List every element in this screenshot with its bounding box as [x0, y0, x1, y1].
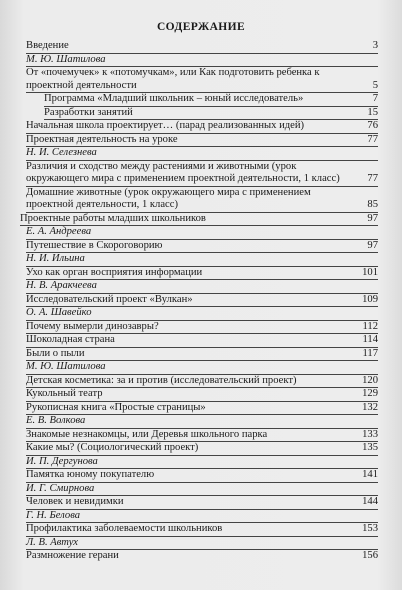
toc-entry[interactable] — [20, 213, 378, 227]
toc-author: Г. Н. Белова — [26, 510, 378, 524]
toc-entry-title: Разработки занятий — [44, 106, 133, 118]
toc-entry[interactable] — [26, 267, 378, 281]
toc-entry-title: Рукописная книга «Простые страницы» — [26, 401, 206, 413]
toc-author: Е. В. Волкова — [26, 415, 378, 429]
toc-entry[interactable] — [26, 40, 378, 54]
toc-entry[interactable] — [26, 348, 378, 362]
toc-entry-page-number: 77 — [367, 173, 378, 184]
toc-entry-page-number: 129 — [362, 388, 378, 399]
toc-entry-page-number: 101 — [362, 266, 378, 278]
toc-entry-title: Детская косметика: за и против (исследовательский проект) — [26, 374, 297, 386]
toc-entry[interactable] — [44, 93, 378, 107]
toc-entry[interactable] — [26, 550, 378, 563]
toc-entry-page-number: 77 — [367, 133, 378, 145]
toc-entry-title: Размножение герани — [26, 550, 119, 561]
toc-entry-title: Проектная деятельность на уроке — [26, 133, 178, 145]
toc-entry-title: Домашние животные (урок окружающего мира с применением проектной деятельности, 1 класс) — [26, 186, 311, 210]
toc-entry-title: От «почемучек» к «потомучкам», или Как подготовить ребенка к проектной деятельности — [26, 67, 320, 91]
toc-entry[interactable] — [26, 469, 378, 483]
toc-entry[interactable] — [26, 429, 378, 443]
toc-entry-page-number: 3 — [372, 40, 378, 51]
toc-entry-title: Введение — [26, 40, 69, 51]
toc-entry[interactable] — [26, 240, 378, 254]
toc-entry[interactable] — [44, 107, 378, 121]
toc-entry-page-number: 153 — [362, 523, 378, 534]
toc-entry-title: Проектные работы младших школьников — [20, 212, 206, 224]
toc-entry[interactable] — [26, 496, 378, 510]
toc-author: Н. И. Селезнева — [26, 147, 378, 161]
toc-entry-page-number: 76 — [367, 120, 378, 131]
toc-entry-page-number: 117 — [362, 347, 378, 359]
toc-entry-title: Исследовательский проект «Вулкан» — [26, 293, 193, 305]
toc-entry[interactable] — [26, 294, 378, 308]
toc-entry-page-number: 97 — [367, 239, 378, 251]
toc-entry[interactable] — [26, 187, 378, 213]
toc-author: Н. И. Ильина — [26, 253, 378, 267]
toc-entry-page-number: 109 — [362, 293, 378, 305]
toc-entry-page-number: 7 — [372, 93, 378, 104]
toc-entry-title: Начальная школа проектирует… (парад реализованных идей) — [26, 120, 305, 131]
toc-author: И. Г. Смирнова — [26, 483, 378, 497]
toc-entry[interactable] — [26, 523, 378, 537]
toc-entry[interactable] — [26, 375, 378, 389]
toc-entry-page-number: 85 — [367, 199, 378, 210]
toc-entry[interactable] — [26, 321, 378, 335]
toc-author: Н. В. Аракчеева — [26, 280, 378, 294]
toc-entry[interactable] — [26, 134, 378, 148]
toc-entry[interactable] — [26, 161, 378, 187]
toc-author: И. П. Дергунова — [26, 456, 378, 470]
toc-entry-title: Ухо как орган восприятия информации — [26, 266, 203, 278]
toc-entry-title: Профилактика заболеваемости школьников — [26, 523, 223, 534]
toc-author: Л. В. Автух — [26, 537, 378, 551]
table-of-contents — [20, 40, 378, 563]
toc-entry-title: Путешествие в Скороговорию — [26, 239, 163, 251]
toc-entry-page-number: 112 — [362, 320, 378, 332]
toc-entry-title: Кукольный театр — [26, 388, 103, 399]
toc-entry-page-number: 5 — [372, 79, 378, 91]
toc-author: Е. А. Андреева — [26, 226, 378, 240]
toc-entry[interactable] — [26, 442, 378, 456]
toc-entry-title: Памятка юному покупателю — [26, 469, 155, 480]
toc-entry-page-number: 114 — [362, 334, 378, 345]
toc-author: М. Ю. Шатилова — [26, 361, 378, 375]
toc-entry[interactable] — [26, 388, 378, 402]
page-title: СОДЕРЖАНИЕ — [156, 21, 246, 33]
toc-entry-title: Почему вымерли динозавры? — [26, 320, 159, 332]
toc-entry-page-number: 97 — [367, 212, 378, 224]
toc-author: О. А. Шавейко — [26, 307, 378, 321]
toc-entry-title: Различия и сходство между растениями и животными (урок окружающего мира с применением проектной деятельности, 1 класс) — [26, 160, 340, 184]
toc-entry-title: Знакомые незнакомцы, или Деревья школьного парка — [26, 428, 268, 440]
toc-entry-page-number: 156 — [362, 550, 378, 561]
toc-entry-page-number: 133 — [362, 428, 378, 440]
toc-entry[interactable] — [26, 120, 378, 134]
toc-entry-title: Человек и невидимки — [26, 496, 124, 507]
toc-entry-page-number: 135 — [362, 442, 378, 453]
toc-entry-page-number: 132 — [362, 401, 378, 413]
toc-entry-title: Шоколадная страна — [26, 334, 115, 345]
toc-entry-page-number: 141 — [362, 469, 378, 480]
toc-entry[interactable] — [26, 402, 378, 416]
toc-entry[interactable] — [26, 67, 378, 93]
toc-entry-title: Программа «Младший школьник – юный исследователь» — [44, 93, 304, 104]
toc-entry[interactable] — [26, 334, 378, 348]
toc-entry-page-number: 15 — [367, 106, 378, 118]
toc-entry-title: Были о пыли — [26, 347, 85, 359]
toc-author: М. Ю. Шатилова — [26, 54, 378, 68]
toc-entry-title: Какие мы? (Социологический проект) — [26, 442, 199, 453]
toc-entry-page-number: 144 — [362, 496, 378, 507]
toc-entry-page-number: 120 — [362, 374, 378, 386]
